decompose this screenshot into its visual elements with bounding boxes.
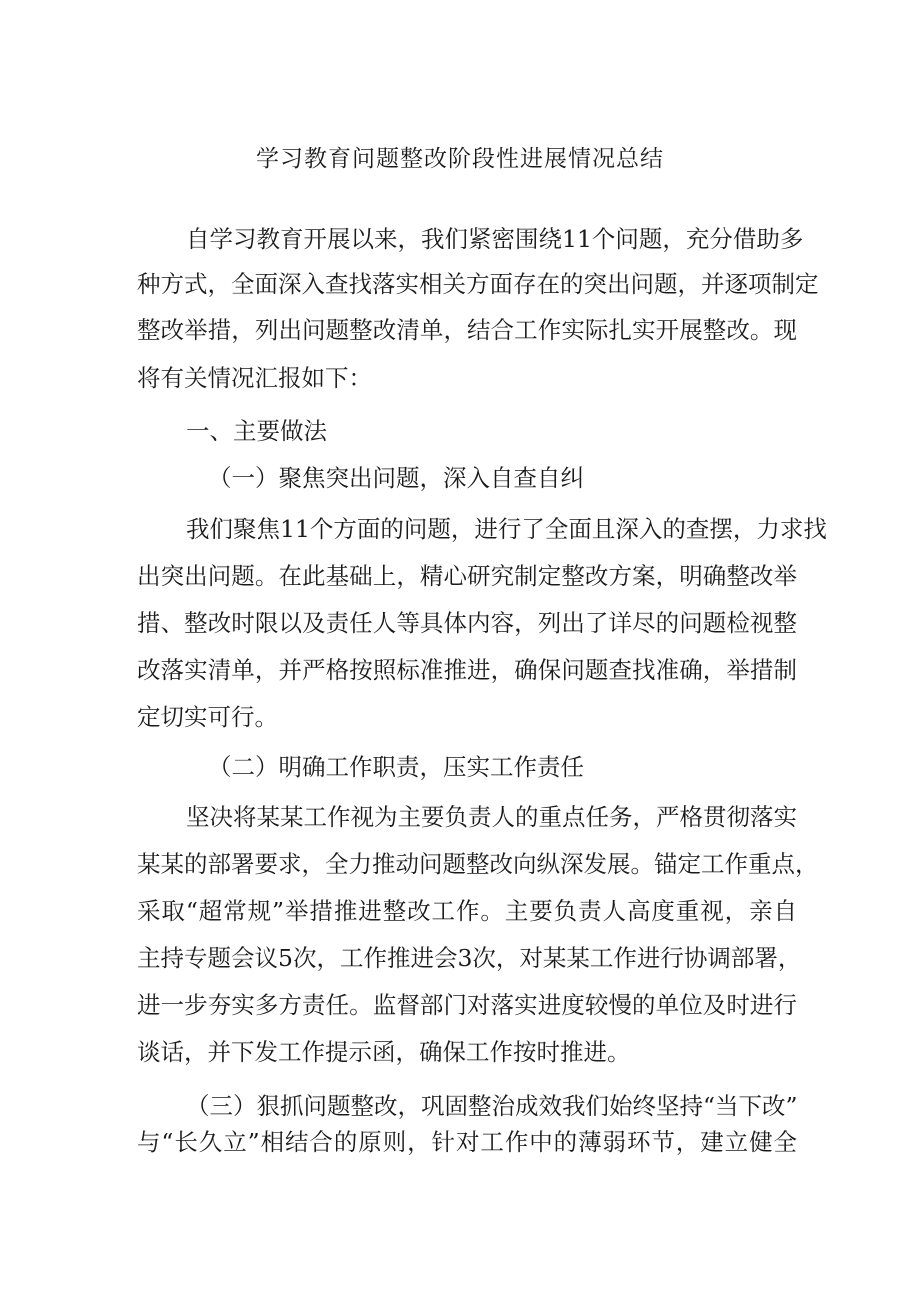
intro-line-1: 自学习教育开展以来，我们紧密围绕11个问题，充分借助多 bbox=[186, 225, 804, 253]
sub2-heading: （二）明确工作职责，压实工作责任 bbox=[208, 753, 584, 781]
sub2-line-2: 某某的部署要求，全力推动问题整改向纵深发展。锚定工作重点， bbox=[137, 850, 819, 878]
sub3-line-1: （三）狠抓问题整改，巩固整治成效我们始终坚持“当下改” bbox=[186, 1092, 798, 1120]
sub1-line-2: 出突出问题。在此基础上，精心研究制定整改方案，明确整改举 bbox=[137, 562, 797, 590]
sub2-line-3: 采取“超常规”举措推进整改工作。主要负责人高度重视，亲自 bbox=[137, 897, 797, 925]
sub1-line-4: 改落实清单，并严格按照标准推进，确保问题查找准确，举措制 bbox=[137, 656, 797, 684]
section1-heading: 一、主要做法 bbox=[186, 417, 327, 445]
sub1-line-1: 我们聚焦11个方面的问题，进行了全面且深入的查摆，力求找 bbox=[186, 515, 827, 543]
sub1-line-5: 定切实可行。 bbox=[137, 703, 278, 731]
sub2-line-6: 谈话，并下发工作提示函，确保工作按时推进。 bbox=[137, 1038, 631, 1066]
sub1-line-3: 措、整改时限以及责任人等具体内容，列出了详尽的问题检视整 bbox=[137, 609, 797, 637]
sub2-line-1: 坚决将某某工作视为主要负责人的重点任务，严格贯彻落实 bbox=[186, 803, 797, 831]
intro-line-2: 种方式，全面深入查找落实相关方面存在的突出问题，并逐项制定 bbox=[137, 270, 819, 298]
intro-line-4: 将有关情况汇报如下： bbox=[137, 364, 372, 392]
sub2-line-4: 主持专题会议5次，工作推进会3次，对某某工作进行协调部署， bbox=[137, 944, 802, 972]
sub1-heading: （一）聚焦突出问题，深入自查自纠 bbox=[208, 464, 584, 492]
sub3-line-2: 与“长久立”相结合的原则，针对工作中的薄弱环节，建立健全 bbox=[137, 1128, 797, 1156]
document-title: 学习教育问题整改阶段性进展情况总结 bbox=[256, 146, 664, 172]
intro-line-3: 整改举措，列出问题整改清单，结合工作实际扎实开展整改。现 bbox=[137, 316, 797, 344]
sub2-line-5: 进一步夯实多方责任。监督部门对落实进度较慢的单位及时进行 bbox=[137, 991, 797, 1019]
